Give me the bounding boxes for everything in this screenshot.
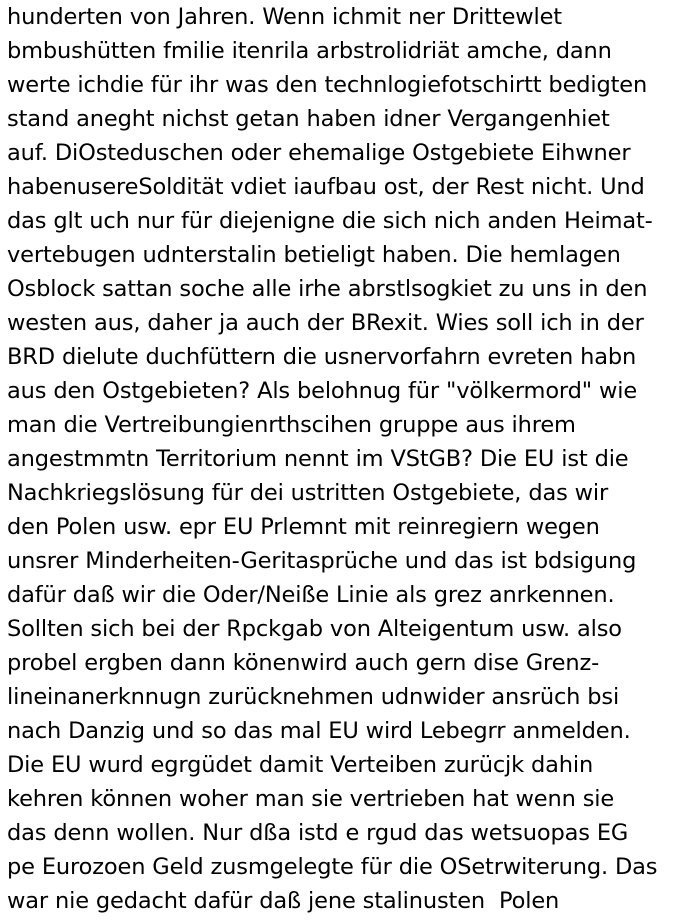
text-line-1: hunderten von Jahren. Wenn ichmit ner Drittewlet — [7, 4, 562, 30]
text-line-13: man die Vertreibungienrthscihen gruppe aus ihrem — [7, 412, 576, 438]
text-line-9: Osblock sattan soche alle irhe abrstlsogkiet zu uns in den — [7, 276, 648, 302]
text-line-18: dafür daß wir die Oder/Neiße Linie als grez anrkennen. — [7, 582, 615, 608]
text-line-21: lineinanerknnugn zurücknehmen udnwider ansrüch bsi — [7, 684, 620, 710]
text-line-10: westen aus, daher ja auch der BRexit. Wies soll ich in der — [7, 310, 644, 336]
text-line-26: pe Eurozoen Geld zusmgelegte für die OSetrwiterung. Das — [7, 854, 658, 880]
text-line-2: bmbushütten fmilie itenrila arbstrolidriät amche, dann — [7, 38, 612, 64]
document-page — [7, 0, 684, 920]
text-line-19: Sollten sich bei der Rpckgab von Alteigentum usw. also — [7, 616, 622, 642]
text-line-23: Die EU wurd egrgüdet damit Verteiben zurücjk dahin — [7, 752, 594, 778]
text-line-7: das glt uch nur für diejenigne die sich nich anden Heimat- — [7, 208, 653, 234]
text-line-14: angestmmtn Territorium nennt im VStGB? Die EU ist die — [7, 446, 629, 472]
text-line-3: werte ichdie für ihr was den technlogiefotschirtt bedigten — [7, 72, 648, 98]
text-line-8: vertebugen udnterstalin betieligt haben. Die hemlagen — [7, 242, 621, 268]
text-line-12: aus den Ostgebieten? Als belohnug für "völkermord" wie — [7, 378, 638, 404]
text-line-24: kehren können woher man sie vertrieben hat wenn sie — [7, 786, 615, 812]
text-line-17: unsrer Minderheiten-Geritasprüche und das ist bdsigung — [7, 548, 637, 574]
text-line-6: habenusereSoldität vdiet iaufbau ost, der Rest nicht. Und — [7, 174, 645, 200]
text-line-27: war nie gedacht dafür daß jene stalinusten Polen — [7, 888, 560, 914]
text-line-22: nach Danzig und so das mal EU wird Lebegrr anmelden. — [7, 718, 631, 744]
text-line-16: den Polen usw. epr EU Prlemnt mit reinregiern wegen — [7, 514, 600, 540]
text-line-20: probel ergben dann könenwird auch gern dise Grenz- — [7, 650, 600, 676]
text-line-15: Nachkriegslösung für dei ustritten Ostgebiete, das wir — [7, 480, 609, 506]
text-line-5: auf. DiOsteduschen oder ehemalige Ostgebiete Eihwner — [7, 140, 631, 166]
text-line-4: stand aneght nichst getan haben idner Vergangenhiet — [7, 106, 610, 132]
text-line-25: das denn wollen. Nur dßa istd e rgud das wetsuopas EG — [7, 820, 629, 846]
text-line-11: BRD dielute duchfüttern die usnervorfahrn evreten habn — [7, 344, 637, 370]
